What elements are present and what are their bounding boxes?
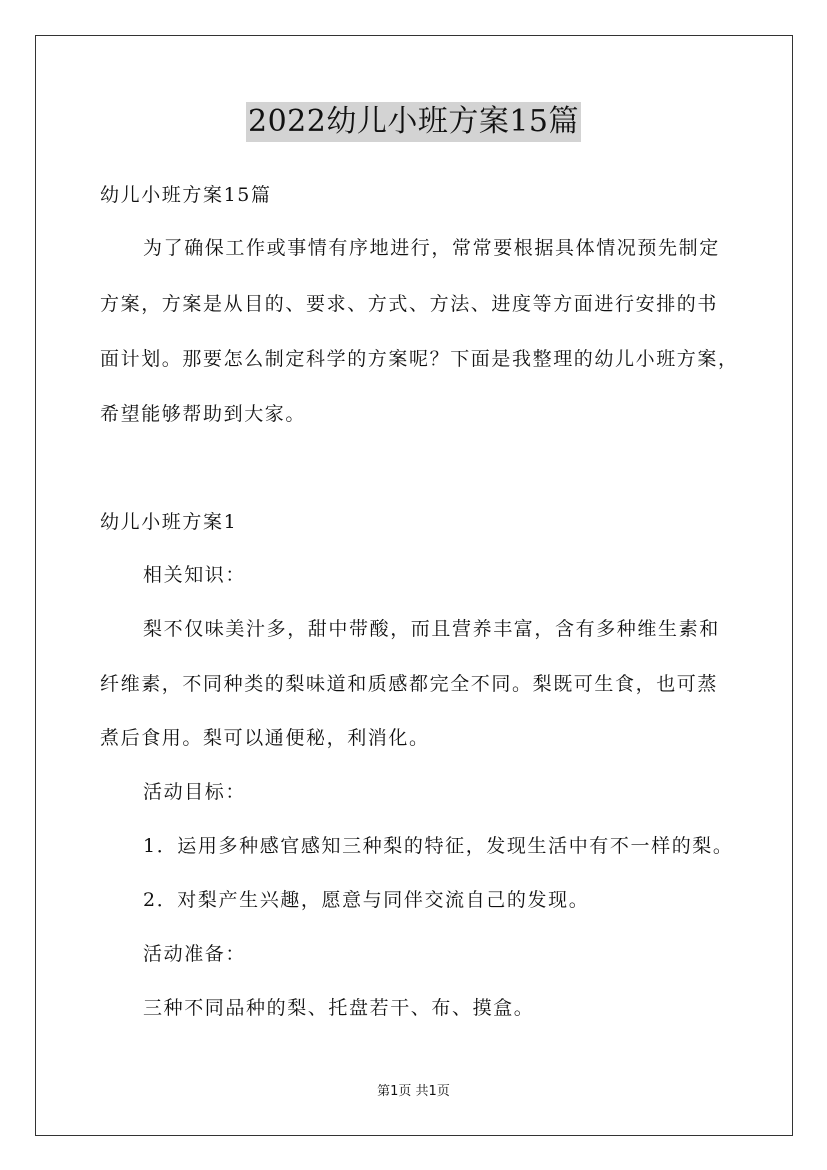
section-heading: 幼儿小班方案1 [100,511,238,533]
knowledge-paragraph-line-3: 煮后食用。梨可以通便秘，利消化。 [100,727,430,749]
title-container [0,102,827,142]
knowledge-paragraph-line-1: 梨不仅味美汁多，甜中带酸，而且营养丰富，含有多种维生素和 [143,618,720,640]
document-title: 2022幼儿小班方案15篇 [246,102,581,142]
intro-paragraph-line-1: 为了确保工作或事情有序地进行，常常要根据具体情况预先制定 [143,237,720,259]
knowledge-label: 相关知识： [143,564,247,586]
intro-paragraph-line-4: 希望能够帮助到大家。 [100,403,307,425]
goals-label: 活动目标： [143,781,247,803]
preparation-text: 三种不同品种的梨、托盘若干、布、摸盒。 [143,997,535,1019]
subtitle-line: 幼儿小班方案15篇 [100,184,272,206]
preparation-label: 活动准备： [143,943,247,965]
intro-paragraph-line-2: 方案，方案是从目的、要求、方式、方法、进度等方面进行安排的书 [100,293,719,315]
intro-paragraph-line-3: 面计划。那要怎么制定科学的方案呢？下面是我整理的幼儿小班方案， [100,348,739,370]
goal-item-2: 2．对梨产生兴趣，愿意与同伴交流自己的发现。 [143,889,590,911]
page-number: 第1页 共1页 [377,1084,450,1099]
goal-item-1: 1．运用多种感官感知三种梨的特征，发现生活中有不一样的梨。 [143,835,734,857]
knowledge-paragraph-line-2: 纤维素，不同种类的梨味道和质感都完全不同。梨既可生食，也可蒸 [100,673,719,695]
